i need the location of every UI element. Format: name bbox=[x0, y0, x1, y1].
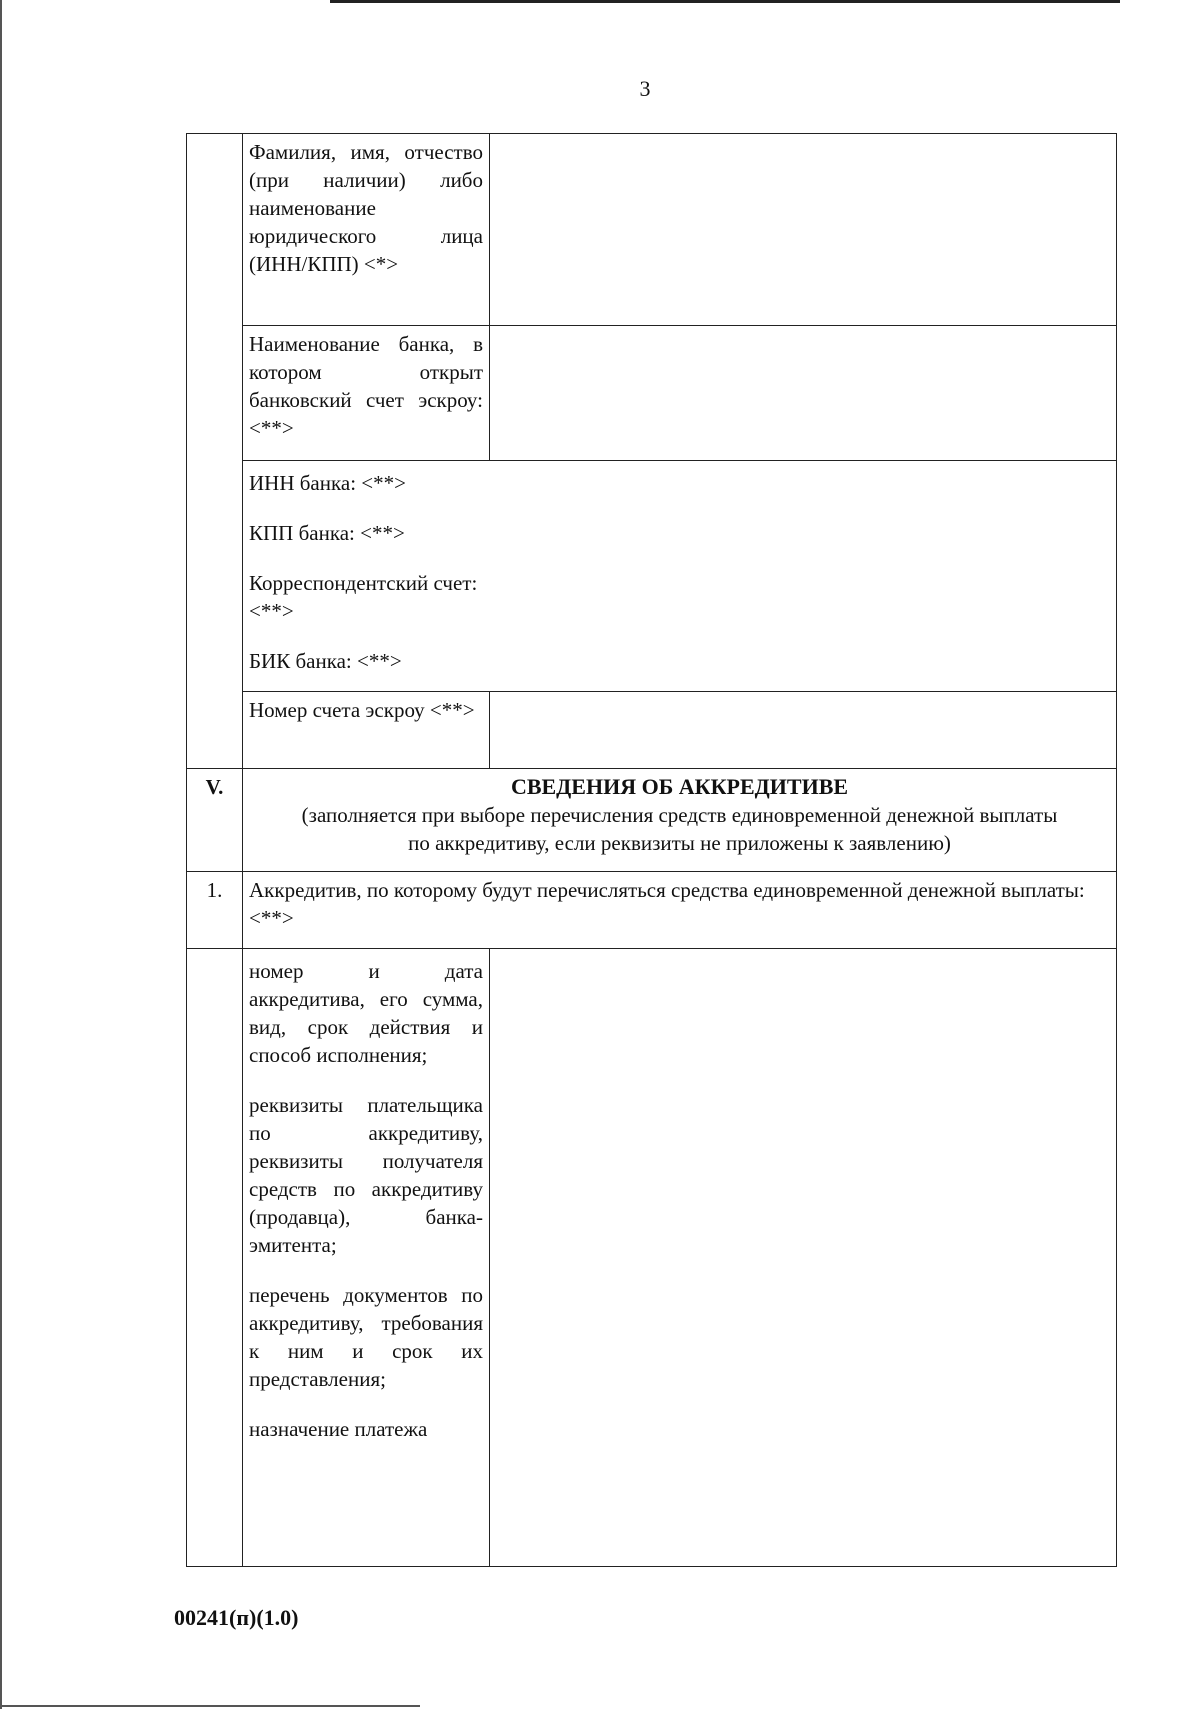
section-v-number: V. bbox=[187, 769, 243, 872]
table-row-bank-details bbox=[187, 461, 1117, 692]
table-row-escrow-number bbox=[187, 692, 1117, 769]
escrow-number-label: Номер счета эскроу <**> bbox=[243, 692, 490, 769]
form-table bbox=[186, 133, 1117, 1567]
accreditive-details-value-field[interactable] bbox=[490, 949, 1117, 1567]
bank-name-label: Наименование банка, в котором открыт банковский счет эскроу: <**> bbox=[243, 326, 490, 461]
scan-bottom-edge bbox=[0, 1705, 420, 1707]
number-cell-empty bbox=[187, 134, 243, 769]
bank-kpp-label: КПП банка: <**> bbox=[249, 521, 405, 545]
table-row-bank-name bbox=[187, 326, 1117, 461]
bank-inn-label: ИНН банка: <**> bbox=[249, 471, 406, 495]
item-1-number: 1. bbox=[187, 872, 243, 949]
item-1-text: Аккредитив, по которому будут перечисляться средства единовременной денежной выплаты: <**> bbox=[243, 872, 1117, 949]
fio-label: Фамилия, имя, отчество (при наличии) либо наименование юридического лица (ИНН/КПП) <*> bbox=[243, 134, 490, 326]
table-row-fio bbox=[187, 134, 1117, 326]
table-row-section-v bbox=[187, 769, 1117, 872]
section-v-title: СВЕДЕНИЯ ОБ АККРЕДИТИВЕ bbox=[510, 774, 849, 799]
bank-name-value-field[interactable] bbox=[490, 326, 1117, 461]
corr-account-label: Корреспондентский счет: <**> bbox=[249, 571, 478, 623]
scan-left-edge bbox=[0, 0, 2, 1709]
number-cell-empty bbox=[187, 949, 243, 1567]
accreditive-details-p4: назначение платежа bbox=[249, 1417, 428, 1441]
scan-top-edge bbox=[330, 0, 1120, 3]
form-code: 00241(п)(1.0) bbox=[174, 1605, 299, 1630]
table-row-item-1 bbox=[187, 872, 1117, 949]
accreditive-details-p3: перечень документов по аккредитиву, требования к ним и срок их представления; bbox=[249, 1283, 483, 1391]
section-v-subtitle: (заполняется при выборе перечисления средств единовременной денежной выплаты по аккредитиву, если реквизиты не приложены к заявлению) bbox=[301, 803, 1058, 855]
section-v-header bbox=[243, 769, 1117, 872]
accreditive-details-p1: номер и дата аккредитива, его сумма, вид, срок действия и способ исполнения; bbox=[249, 959, 483, 1067]
bank-details-block bbox=[243, 461, 1117, 692]
escrow-number-value-field[interactable] bbox=[490, 692, 1117, 769]
table-row-accreditive-details bbox=[187, 949, 1117, 1567]
accreditive-details-p2: реквизиты плательщика по аккредитиву, реквизиты получателя средств по аккредитиву (продавца), банка-эмитента; bbox=[249, 1093, 483, 1257]
bank-bik-label: БИК банка: <**> bbox=[249, 649, 402, 673]
accreditive-details-labels bbox=[243, 949, 490, 1567]
page-number: 3 bbox=[639, 76, 651, 101]
fio-value-field[interactable] bbox=[490, 134, 1117, 326]
